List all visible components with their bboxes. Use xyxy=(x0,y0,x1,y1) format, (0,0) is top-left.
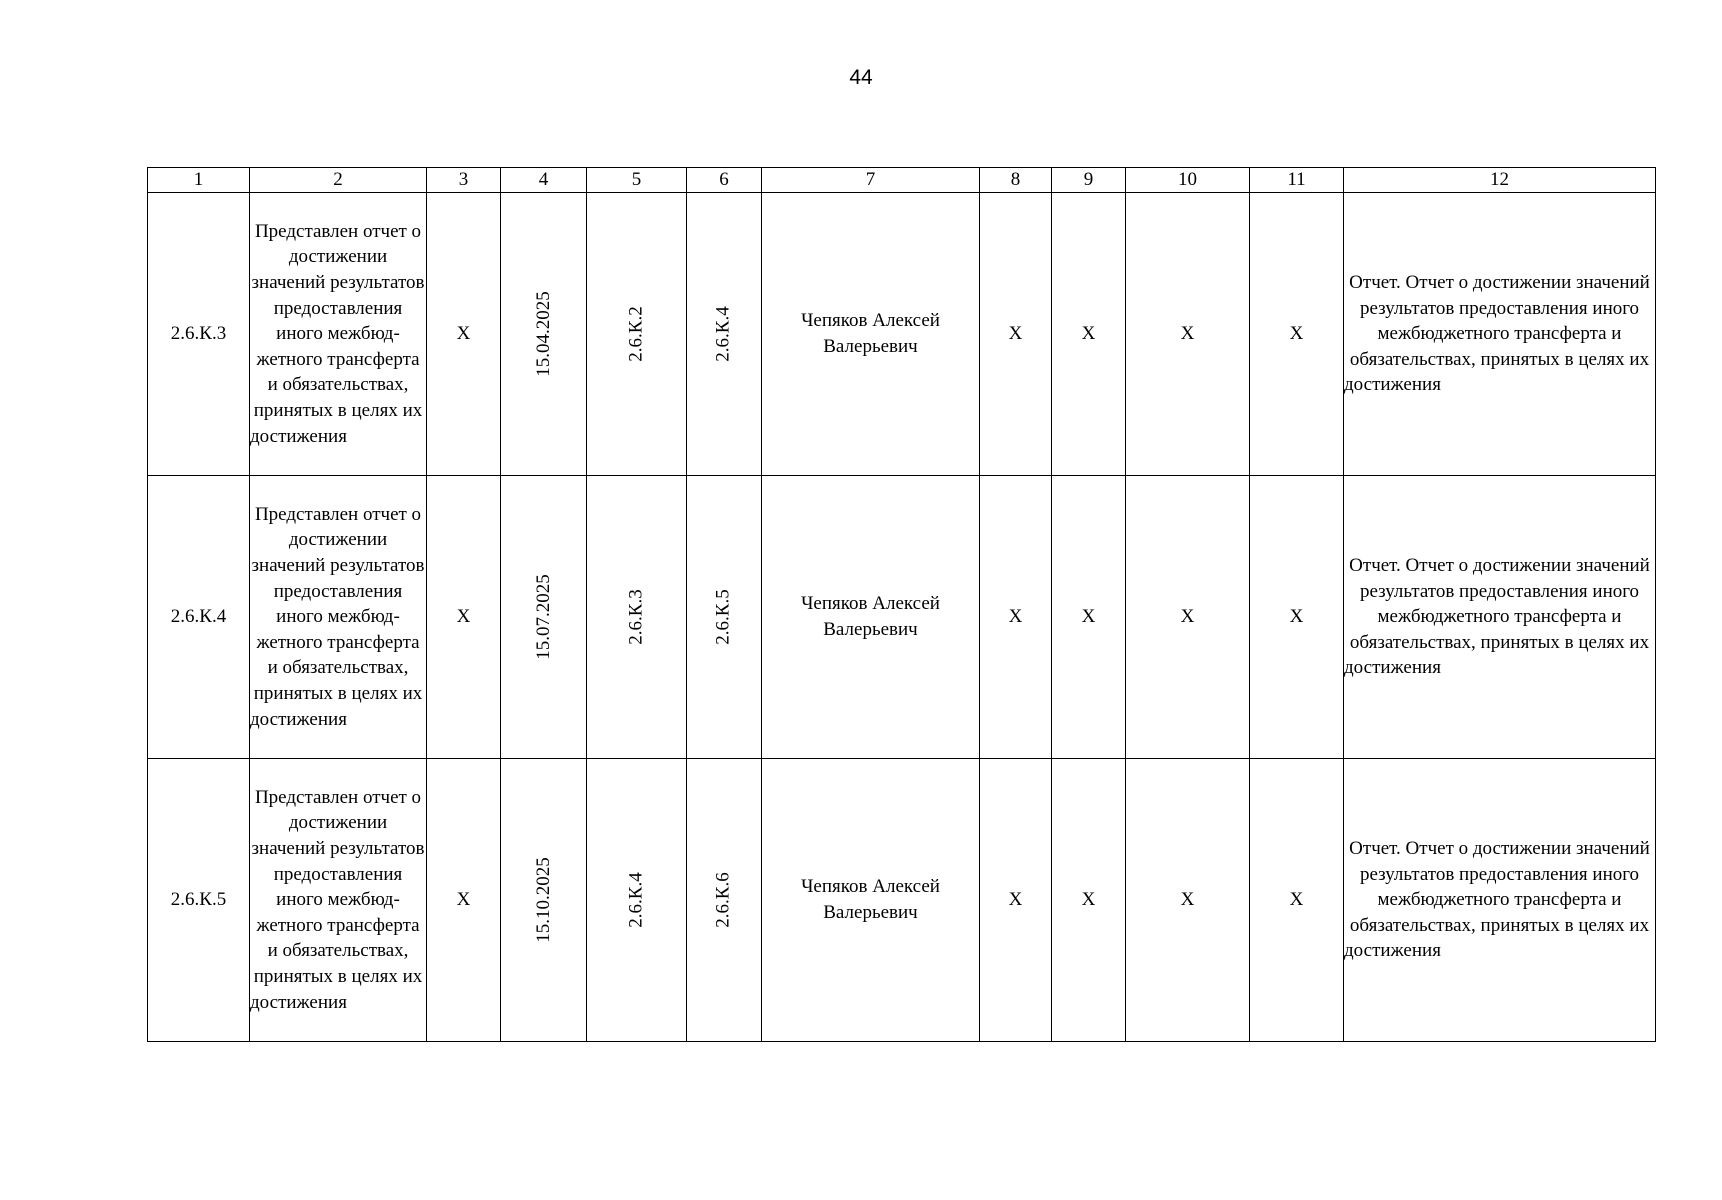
cell-date xyxy=(501,759,587,1042)
cell-date xyxy=(501,476,587,759)
date-value: 15.10.2025 xyxy=(532,857,554,943)
next-point: 2.6.К.6 xyxy=(713,872,734,928)
column-header: 2 xyxy=(250,168,427,193)
document-type: Отчет. Отчет о достижении значений результатов предоставления иного межбюджетного трансферта и обязательствах, принятых в целях их достижения xyxy=(1344,476,1656,759)
point-code: 2.6.К.4 xyxy=(148,476,250,759)
table-row xyxy=(148,759,1656,1042)
control-points-table xyxy=(147,167,1656,1042)
cell-prev xyxy=(587,193,687,476)
responsible-person: Чепяков Алексей Валерьевич xyxy=(762,193,980,476)
point-description: Представлен отчет о достижении значений результатов предоставления иного межбюджетного трансферта и обязательствах, принятых в целях их достижения xyxy=(250,759,427,1042)
column-header: 8 xyxy=(980,168,1052,193)
column-header: 6 xyxy=(687,168,762,193)
cell-col10: X xyxy=(1126,476,1250,759)
cell-col3: X xyxy=(427,476,501,759)
cell-col8: X xyxy=(980,193,1052,476)
cell-col3: X xyxy=(427,759,501,1042)
column-header: 1 xyxy=(148,168,250,193)
document-type: Отчет. Отчет о достижении значений результатов предоставления иного межбюджетного трансферта и обязательствах, принятых в целях их достижения xyxy=(1344,759,1656,1042)
date-value: 15.04.2025 xyxy=(532,291,554,377)
cell-next xyxy=(687,193,762,476)
table-header-row xyxy=(148,168,1656,193)
column-header: 9 xyxy=(1052,168,1126,193)
cell-prev xyxy=(587,476,687,759)
cell-col11: X xyxy=(1250,476,1344,759)
column-header: 4 xyxy=(501,168,587,193)
document-type: Отчет. Отчет о достижении значений результатов предоставления иного межбюджетного трансферта и обязательствах, принятых в целях их достижения xyxy=(1344,193,1656,476)
cell-col8: X xyxy=(980,476,1052,759)
cell-next xyxy=(687,476,762,759)
table-row xyxy=(148,476,1656,759)
date-value: 15.07.2025 xyxy=(532,574,554,660)
cell-date xyxy=(501,193,587,476)
column-header: 11 xyxy=(1250,168,1344,193)
cell-col10: X xyxy=(1126,759,1250,1042)
point-description: Представлен отчет о достижении значений результатов предоставления иного межбюджетного трансферта и обязательствах, принятых в целях их достижения xyxy=(250,476,427,759)
cell-col11: X xyxy=(1250,193,1344,476)
cell-col9: X xyxy=(1052,759,1126,1042)
cell-prev xyxy=(587,759,687,1042)
responsible-person: Чепяков Алексей Валерьевич xyxy=(762,759,980,1042)
cell-col10: X xyxy=(1126,193,1250,476)
cell-col3: X xyxy=(427,193,501,476)
cell-col8: X xyxy=(980,759,1052,1042)
cell-col9: X xyxy=(1052,193,1126,476)
next-point: 2.6.К.5 xyxy=(713,589,734,645)
table-row xyxy=(148,193,1656,476)
responsible-person: Чепяков Алексей Валерьевич xyxy=(762,476,980,759)
cell-next xyxy=(687,759,762,1042)
column-header: 5 xyxy=(587,168,687,193)
next-point: 2.6.К.4 xyxy=(713,306,734,362)
column-header: 10 xyxy=(1126,168,1250,193)
column-header: 3 xyxy=(427,168,501,193)
column-header: 12 xyxy=(1344,168,1656,193)
previous-point: 2.6.К.2 xyxy=(625,306,647,362)
previous-point: 2.6.К.4 xyxy=(625,872,647,928)
point-description: Представлен отчет о достижении значений результатов предоставления иного межбюджетного трансферта и обязательствах, принятых в целях их достижения xyxy=(250,193,427,476)
cell-col9: X xyxy=(1052,476,1126,759)
column-header: 7 xyxy=(762,168,980,193)
point-code: 2.6.К.3 xyxy=(148,193,250,476)
previous-point: 2.6.К.3 xyxy=(625,589,647,645)
point-code: 2.6.К.5 xyxy=(148,759,250,1042)
cell-col11: X xyxy=(1250,759,1344,1042)
page-number: 44 xyxy=(849,66,873,89)
